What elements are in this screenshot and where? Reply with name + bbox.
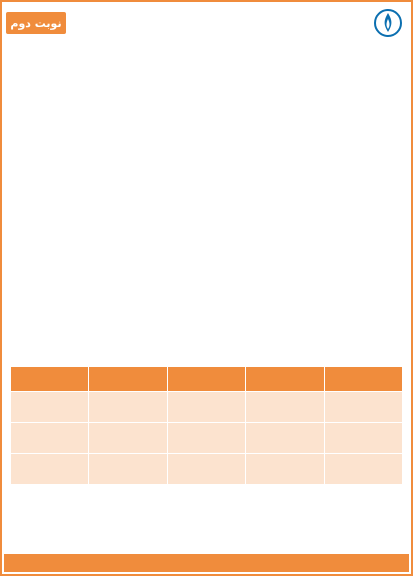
- table-cell: [324, 454, 402, 485]
- table-cell: [246, 423, 324, 454]
- table-header-row: [11, 367, 403, 392]
- table-cell: [246, 454, 324, 485]
- table-row: [11, 423, 403, 454]
- table-cell: [11, 454, 89, 485]
- notes-section: [8, 484, 405, 556]
- footer-bar: [4, 554, 409, 572]
- table-cell: [324, 423, 402, 454]
- table-cell: [167, 423, 245, 454]
- table-cell: [246, 392, 324, 423]
- table-cell: [167, 392, 245, 423]
- table-header-cell: [11, 367, 89, 392]
- header: [6, 6, 407, 40]
- table-cell: [89, 423, 167, 454]
- company-logo: [373, 8, 403, 38]
- table-cell: [324, 392, 402, 423]
- table-row: [11, 392, 403, 423]
- table-cell: [89, 392, 167, 423]
- table-header-cell: [324, 367, 402, 392]
- table-row: [11, 454, 403, 485]
- table-cell: [167, 454, 245, 485]
- notice-body: [8, 42, 405, 364]
- table-header-cell: [246, 367, 324, 392]
- round-badge: نوبت دوم: [6, 12, 66, 34]
- table-cell: [11, 392, 89, 423]
- table-header-cell: [167, 367, 245, 392]
- table-cell: [11, 423, 89, 454]
- schedule-table: [10, 366, 403, 482]
- table-header-cell: [89, 367, 167, 392]
- table-cell: [89, 454, 167, 485]
